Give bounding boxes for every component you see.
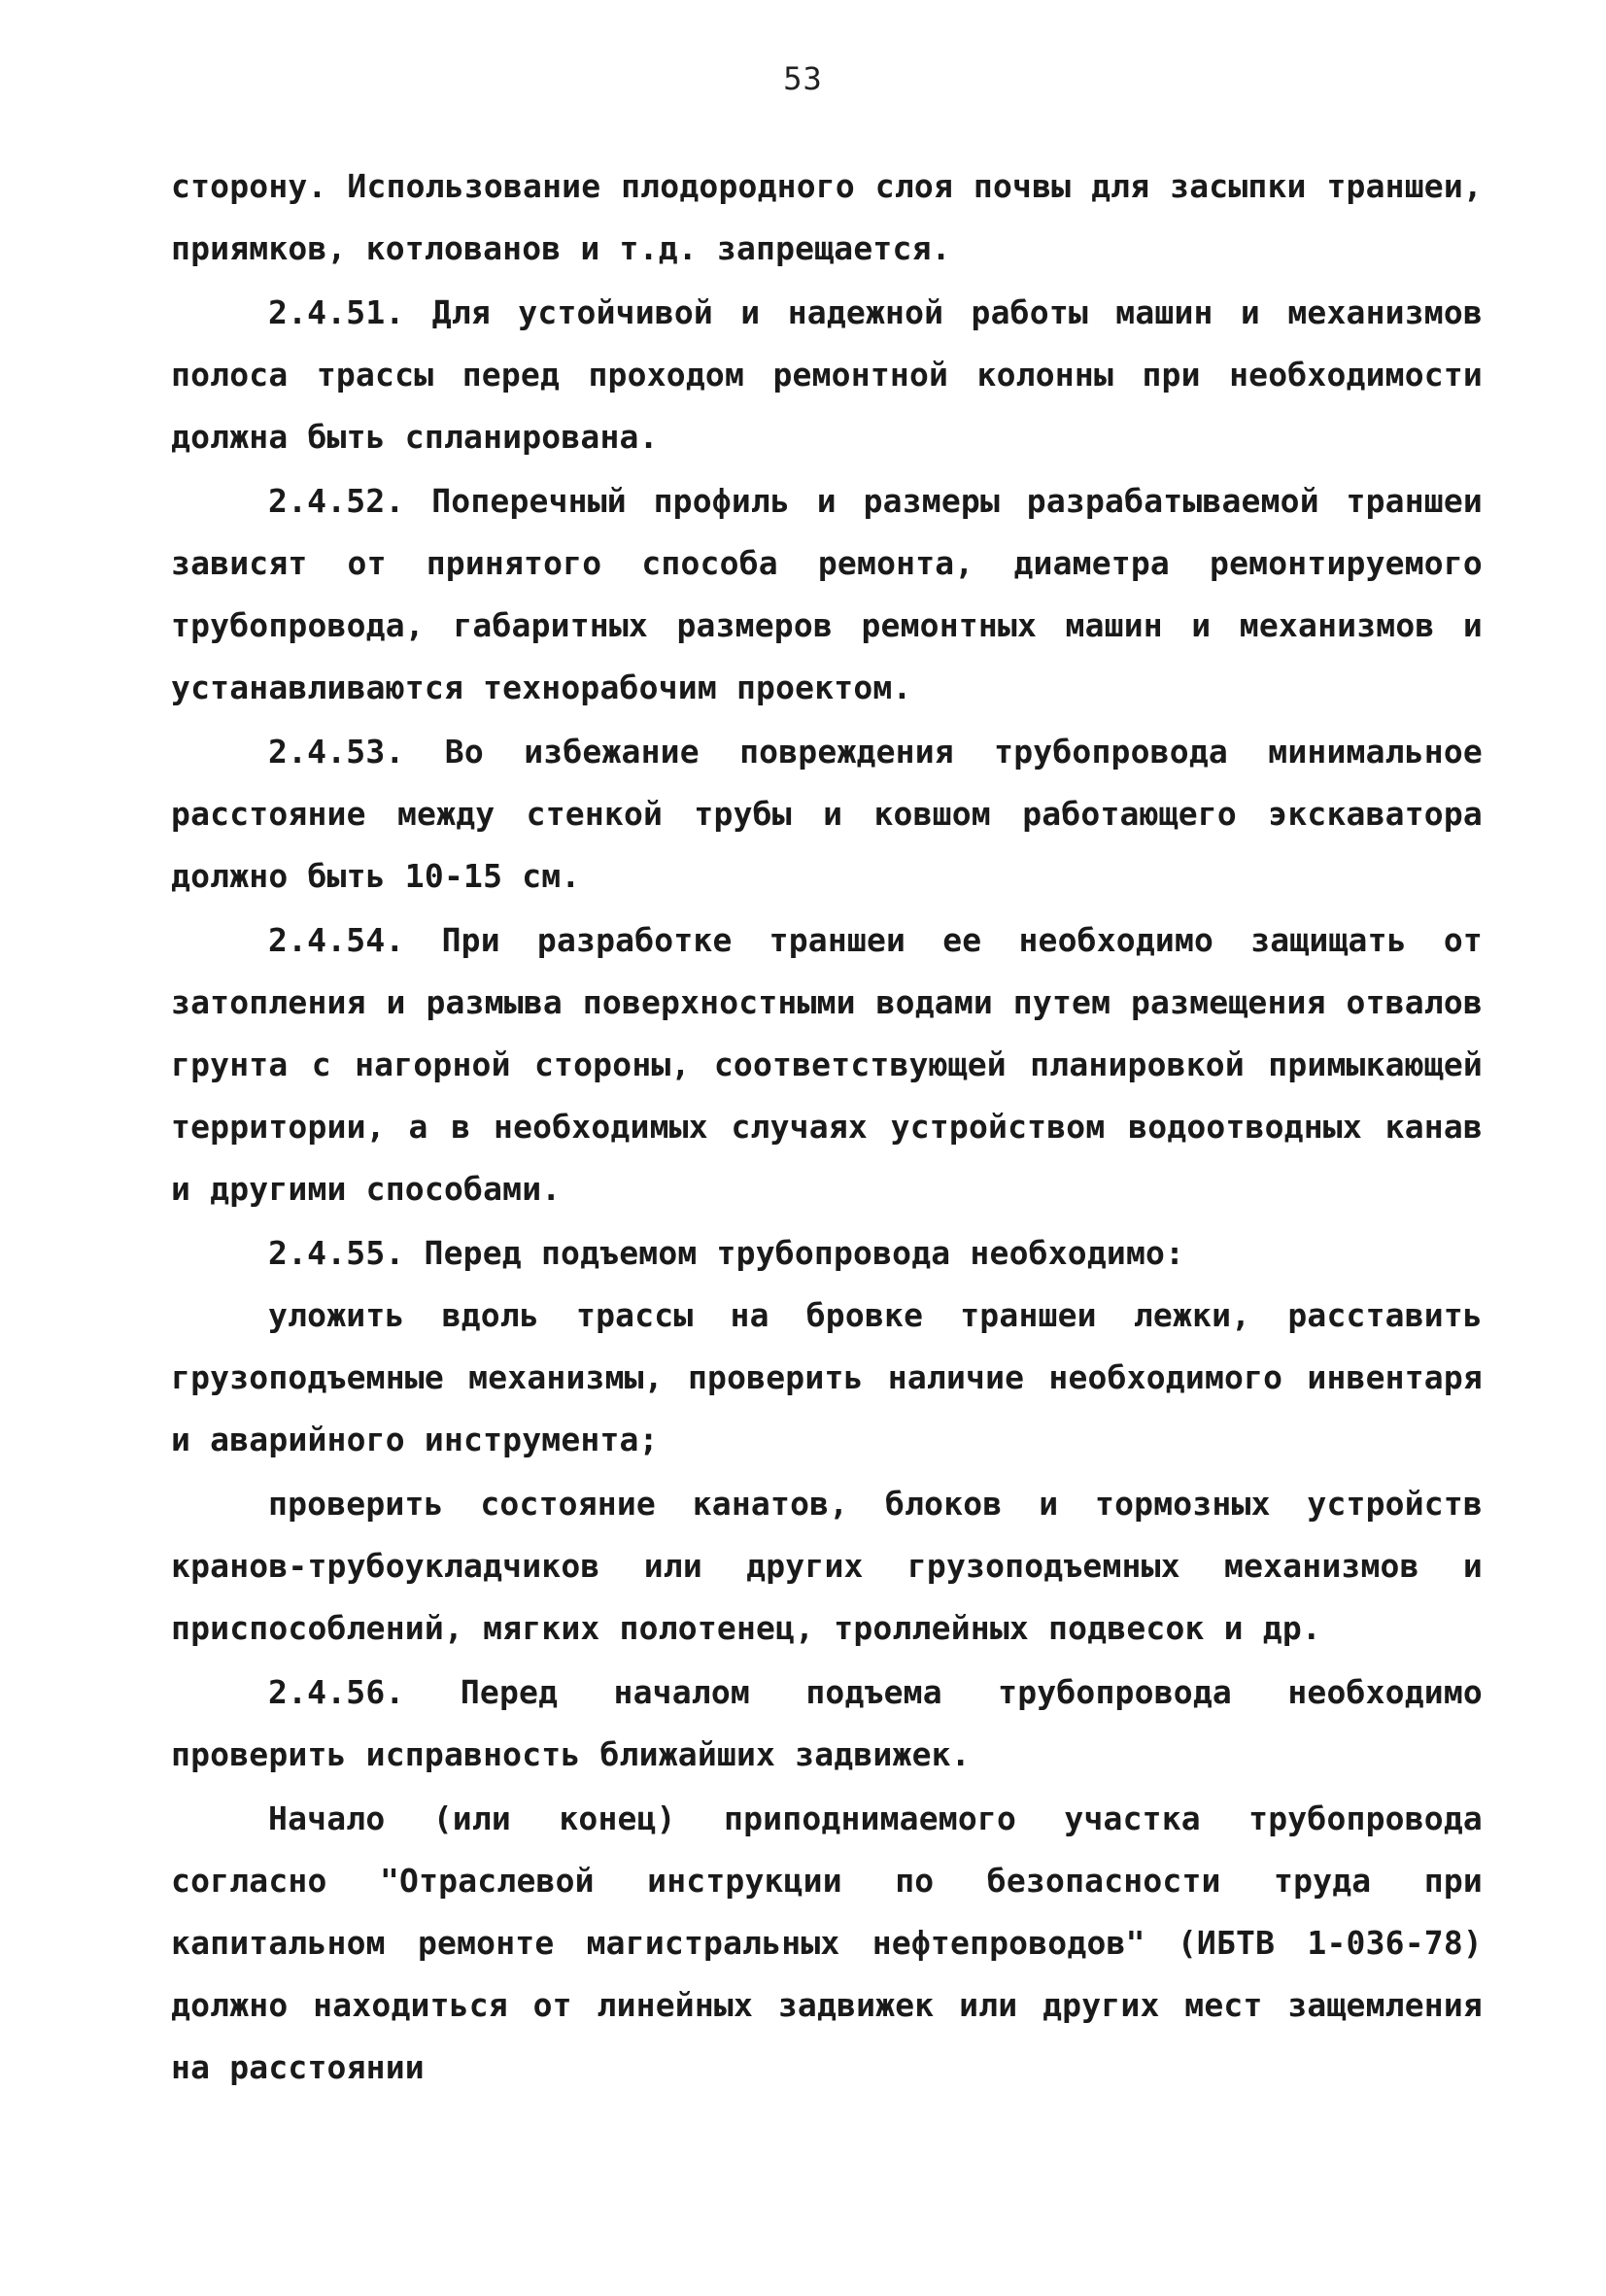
paragraph-continuation: сторону. Использование плодородного слоя почвы для засыпки траншеи, приямков, котлованов и т.д. запрещается. (171, 167, 1483, 267)
paragraph-section-start: Начало (или конец) приподнимаемого участка трубопровода согласно "Отраслевой инструкции по безопасности труда при капитальном ремонте магистральных нефтепроводов" (ИБТВ 1-036-78) должно находиться от линейных задвижек или других мест защемления на расстоянии (171, 1799, 1483, 2086)
list-item-lay-supports: уложить вдоль трассы на бровке траншеи лежки, расставить грузоподъемные механизмы, проверить наличие необходимого инвентаря и аварийного инструмента; (171, 1296, 1483, 1458)
body-text (171, 155, 1483, 2099)
paragraph-2-4-55: 2.4.55. Перед подъемом трубопровода необходимо: (268, 1234, 1185, 1272)
paragraph-2-4-56: 2.4.56. Перед началом подъема трубопровода необходимо проверить исправность ближайших задвижек. (171, 1673, 1483, 1773)
paragraph-2-4-54: 2.4.54. При разработке траншеи ее необходимо защищать от затопления и размыва поверхностными водами путем размещения отвалов грунта с нагорной стороны, соответствующей планировкой примыкающей территории, а в необходимых случаях устройством водоотводных канав и другими способами. (171, 921, 1483, 1208)
paragraph-2-4-51: 2.4.51. Для устойчивой и надежной работы машин и механизмов полоса трассы перед проходом ремонтной колонны при необходимости должна быть спланирована. (171, 293, 1483, 456)
paragraph-2-4-52: 2.4.52. Поперечный профиль и размеры разрабатываемой траншеи зависят от принятого способа ремонта, диаметра ремонтируемого трубопровода, габаритных размеров ремонтных машин и механизмов и устанавливаются технорабочим проектом. (171, 482, 1483, 706)
page-number: 53 (783, 60, 823, 97)
paragraph-2-4-53: 2.4.53. Во избежание повреждения трубопровода минимальное расстояние между стенкой трубы и ковшом работающего экскаватора должно быть 10-15 см. (171, 733, 1483, 895)
list-item-check-ropes: проверить состояние канатов, блоков и тормозных устройств кранов-трубоукладчиков или других грузоподъемных механизмов и приспособлений, мягких полотенец, троллейных подвесок и др. (171, 1485, 1483, 1647)
